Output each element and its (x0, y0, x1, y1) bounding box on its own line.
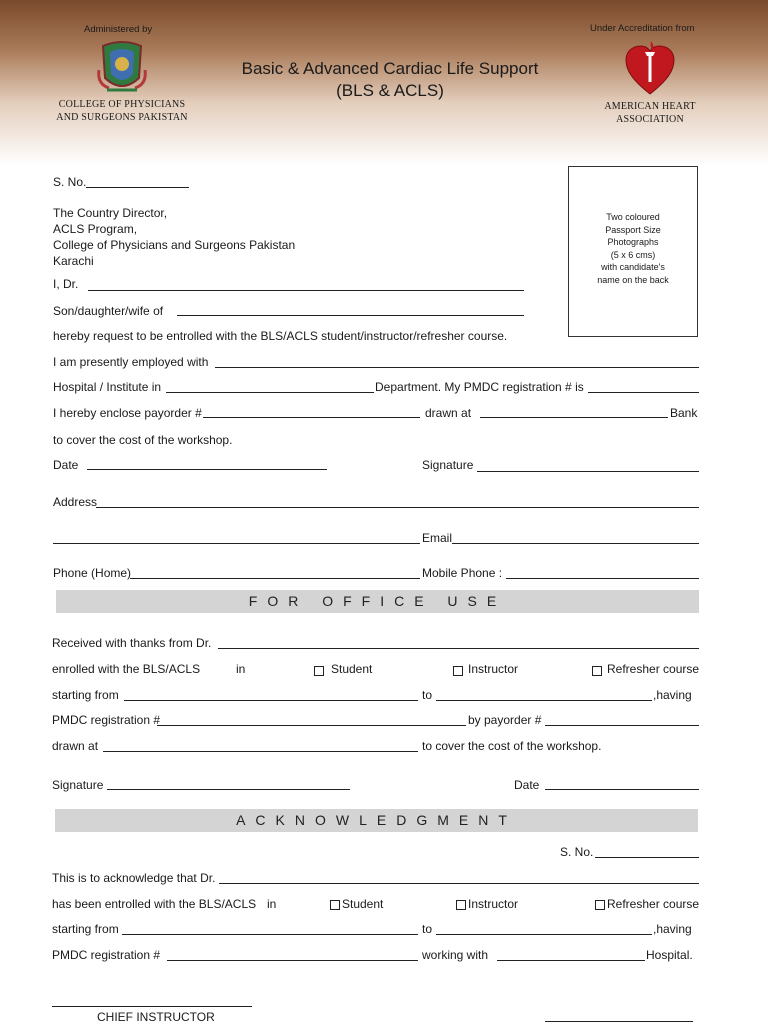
addressee-line: Karachi (53, 254, 94, 268)
ack-sno-label: S. No. (560, 845, 594, 859)
office-student-label: Student (331, 662, 373, 676)
office-end-date-field[interactable] (436, 700, 652, 701)
department-label: Department. My PMDC registration # is (375, 380, 584, 394)
photo-instruction-line: with candidate's (601, 262, 665, 272)
office-signature-label: Signature (52, 778, 104, 792)
ack-working-label: working with (422, 948, 489, 962)
ack-student-checkbox[interactable] (330, 900, 340, 910)
addressee-line: College of Physicians and Surgeons Pakistan (53, 238, 296, 252)
office-drawn-at-label: drawn at (52, 739, 99, 753)
form-title-line1: Basic & Advanced Cardiac Life Support (241, 59, 539, 78)
ack-to-label: to (422, 922, 433, 936)
email-field[interactable] (452, 543, 699, 544)
received-label: Received with thanks from Dr. (52, 636, 212, 650)
office-signature-field[interactable] (107, 789, 350, 790)
ack-date-signature-field[interactable] (545, 1021, 693, 1022)
photo-instruction-line: name on the back (597, 274, 669, 285)
ack-name-field[interactable] (219, 883, 699, 884)
office-by-payorder-label: by payorder # (468, 713, 542, 727)
aha-name (590, 100, 710, 126)
employer-field[interactable] (215, 367, 699, 368)
photo-instructions (569, 211, 697, 286)
date-field[interactable] (87, 469, 327, 470)
address-field[interactable] (96, 507, 699, 508)
acknowledgment-title: ACKNOWLEDGMENT (236, 812, 517, 828)
hospital-label: Hospital / Institute in (53, 380, 162, 394)
sno-field[interactable] (86, 187, 189, 188)
drawn-at-field[interactable] (480, 417, 668, 418)
son-of-label: Son/daughter/wife of (53, 304, 164, 318)
signature-field[interactable] (477, 471, 699, 472)
college-name-line1: COLLEGE OF PHYSICIANS (58, 99, 186, 110)
college-name-line2: AND SURGEONS PAKISTAN (56, 112, 188, 123)
mobile-phone-field[interactable] (506, 578, 699, 579)
office-refresher-label: Refresher course (607, 662, 700, 676)
chief-instructor-label: CHIEF INSTRUCTOR (97, 1010, 215, 1024)
addressee-line: The Country Director, (53, 206, 168, 220)
ack-in-label: in (267, 897, 277, 911)
office-in-label: in (236, 662, 246, 676)
ack-student-label: Student (342, 897, 384, 911)
ack-text-label: This is to acknowledge that Dr. (52, 871, 216, 885)
acknowledgment-band (55, 809, 698, 832)
photo-instruction-line: Passport Size (605, 224, 661, 235)
ack-having-label: ,having (653, 922, 692, 936)
office-refresher-checkbox[interactable] (592, 666, 602, 676)
ack-sno-field[interactable] (595, 857, 699, 858)
address-field-line2[interactable] (53, 543, 420, 544)
photo-instruction-line: Two coloured (606, 212, 660, 222)
office-drawn-at-field[interactable] (103, 751, 418, 752)
office-start-date-field[interactable] (124, 700, 418, 701)
ack-end-date-field[interactable] (436, 934, 652, 935)
office-pmdc-label: PMDC registration # (52, 713, 161, 727)
address-label: Address (53, 495, 98, 509)
ack-refresher-checkbox[interactable] (595, 900, 605, 910)
photo-instruction-line: (5 x 6 cms) (610, 249, 656, 260)
office-having-label: ,having (653, 688, 692, 702)
i-dr-label: I, Dr. (53, 277, 79, 291)
office-cover-text: to cover the cost of the workshop. (422, 739, 602, 753)
ack-enrolled-label: has been entrolled with the BLS/ACLS (52, 897, 257, 911)
aha-name-line2: ASSOCIATION (616, 114, 684, 125)
parent-spouse-field[interactable] (177, 315, 524, 316)
payorder-field[interactable] (203, 417, 420, 418)
addressee-line: ACLS Program, (53, 222, 138, 236)
date-label: Date (53, 458, 79, 472)
ack-hospital-field[interactable] (497, 960, 645, 961)
office-student-checkbox[interactable] (314, 666, 324, 676)
ack-pmdc-label: PMDC registration # (52, 948, 161, 962)
photo-instruction-line: Photographs (607, 237, 659, 247)
accreditation-text: Under Accreditation from (590, 23, 695, 34)
office-enrolled-label: enrolled with the BLS/ACLS (52, 662, 201, 676)
pmdc-registration-field[interactable] (588, 392, 699, 393)
aha-heart-torch-icon (624, 38, 676, 96)
drawn-at-label: drawn at (425, 406, 472, 420)
mobile-phone-label: Mobile Phone : (422, 566, 503, 580)
office-to-label: to (422, 688, 433, 702)
cpsp-emblem-icon (95, 40, 149, 96)
form-title-line2: (BLS & ACLS) (336, 81, 444, 100)
applicant-name-field[interactable] (88, 290, 524, 291)
received-from-field[interactable] (218, 648, 699, 649)
ack-start-date-field[interactable] (122, 934, 418, 935)
form-title (200, 58, 580, 102)
office-starting-label: starting from (52, 688, 119, 702)
ack-instructor-checkbox[interactable] (456, 900, 466, 910)
ack-hospital-label: Hospital. (646, 948, 693, 962)
request-text: hereby request to be entrolled with the BLS/ACLS student/instructor/refresher course. (53, 329, 508, 343)
office-use-band (56, 590, 699, 613)
office-use-title: FOR OFFICE USE (248, 593, 507, 609)
phone-home-label: Phone (Home) (53, 566, 132, 580)
cover-cost-text: to cover the cost of the workshop. (53, 433, 233, 447)
ack-instructor-label: Instructor (468, 897, 519, 911)
email-label: Email (422, 531, 453, 545)
office-pmdc-field[interactable] (157, 725, 466, 726)
hospital-field[interactable] (166, 392, 374, 393)
addressee-block (53, 205, 295, 269)
aha-name-line1: AMERICAN HEART (604, 101, 696, 112)
sno-label: S. No. (53, 175, 87, 189)
office-instructor-label: Instructor (468, 662, 519, 676)
chief-instructor-signature-field[interactable] (52, 1006, 252, 1007)
office-date-label: Date (514, 778, 540, 792)
office-payorder-field[interactable] (545, 725, 699, 726)
ack-pmdc-field[interactable] (167, 960, 418, 961)
administered-by-text: Administered by (84, 24, 153, 35)
ack-starting-label: starting from (52, 922, 119, 936)
bank-label: Bank (670, 406, 698, 420)
ack-refresher-label: Refresher course (607, 897, 700, 911)
employed-label: I am presently employed with (53, 355, 209, 369)
phone-home-field[interactable] (130, 578, 420, 579)
office-instructor-checkbox[interactable] (453, 666, 463, 676)
payorder-label: I hereby enclose payorder # (53, 406, 202, 420)
college-name (52, 98, 192, 124)
photo-box (568, 166, 698, 337)
signature-label: Signature (422, 458, 474, 472)
office-date-field[interactable] (545, 789, 699, 790)
